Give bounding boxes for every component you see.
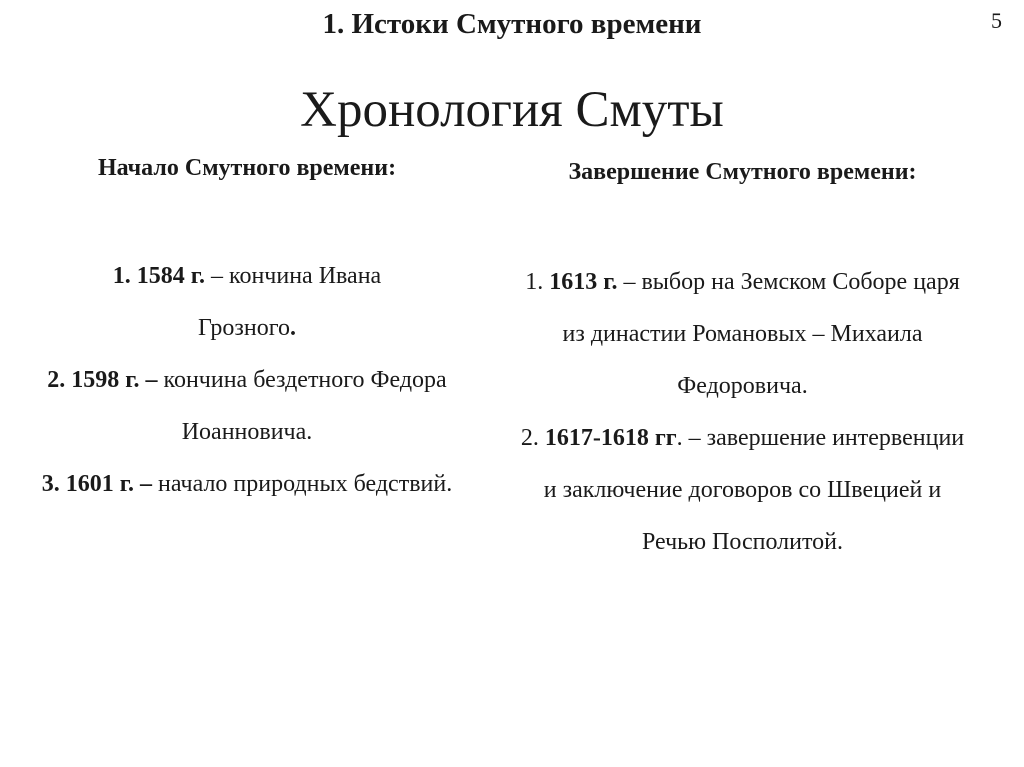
start-event-item <box>32 354 462 458</box>
event-dash: – <box>139 367 164 393</box>
event-dash: – <box>205 263 229 289</box>
event-period: . <box>289 315 296 341</box>
page-number: 5 <box>991 8 1002 33</box>
event-description: начало природных бедствий. <box>157 471 453 497</box>
event-number: 1. <box>525 269 550 295</box>
event-description: – выбор на Земском Соборе царя из династии Романовых – Михаила Федоровича. <box>562 269 960 399</box>
event-description: кончина бездетного Федора Иоанновича. <box>163 367 447 445</box>
event-year: 1613 г. <box>549 269 618 295</box>
end-events-list <box>520 256 965 568</box>
event-year: 1584 г. <box>136 263 205 289</box>
event-year: 1601 г. <box>65 471 134 497</box>
slide-title: Хронология Смуты <box>300 82 724 138</box>
start-column-heading: Начало Смутного времени: <box>97 155 397 181</box>
end-event-item <box>520 412 965 568</box>
event-description: кончина Ивана <box>229 263 382 289</box>
start-of-troubles-column <box>32 148 462 510</box>
end-column-heading: Завершение Смутного времени: <box>568 159 917 185</box>
event-description: . – завершение интервенции и заключение договоров со Швецией и Речью Посполитой. <box>543 425 965 555</box>
event-number: 3. <box>41 471 66 497</box>
event-year: 1598 г. <box>71 367 140 393</box>
end-event-item <box>520 256 965 412</box>
event-dash: – <box>133 471 158 497</box>
event-number: 1. <box>112 263 137 289</box>
event-description-cont: Грозного <box>198 315 290 341</box>
section-title: 1. Истоки Смутного времени <box>322 8 702 40</box>
start-event-item <box>32 250 462 354</box>
start-event-item <box>32 458 462 510</box>
end-of-troubles-column <box>520 152 965 568</box>
event-number: 2. <box>47 367 72 393</box>
start-events-list <box>32 250 462 510</box>
event-year: 1617-1618 гг <box>544 425 677 451</box>
event-number: 2. <box>520 425 545 451</box>
